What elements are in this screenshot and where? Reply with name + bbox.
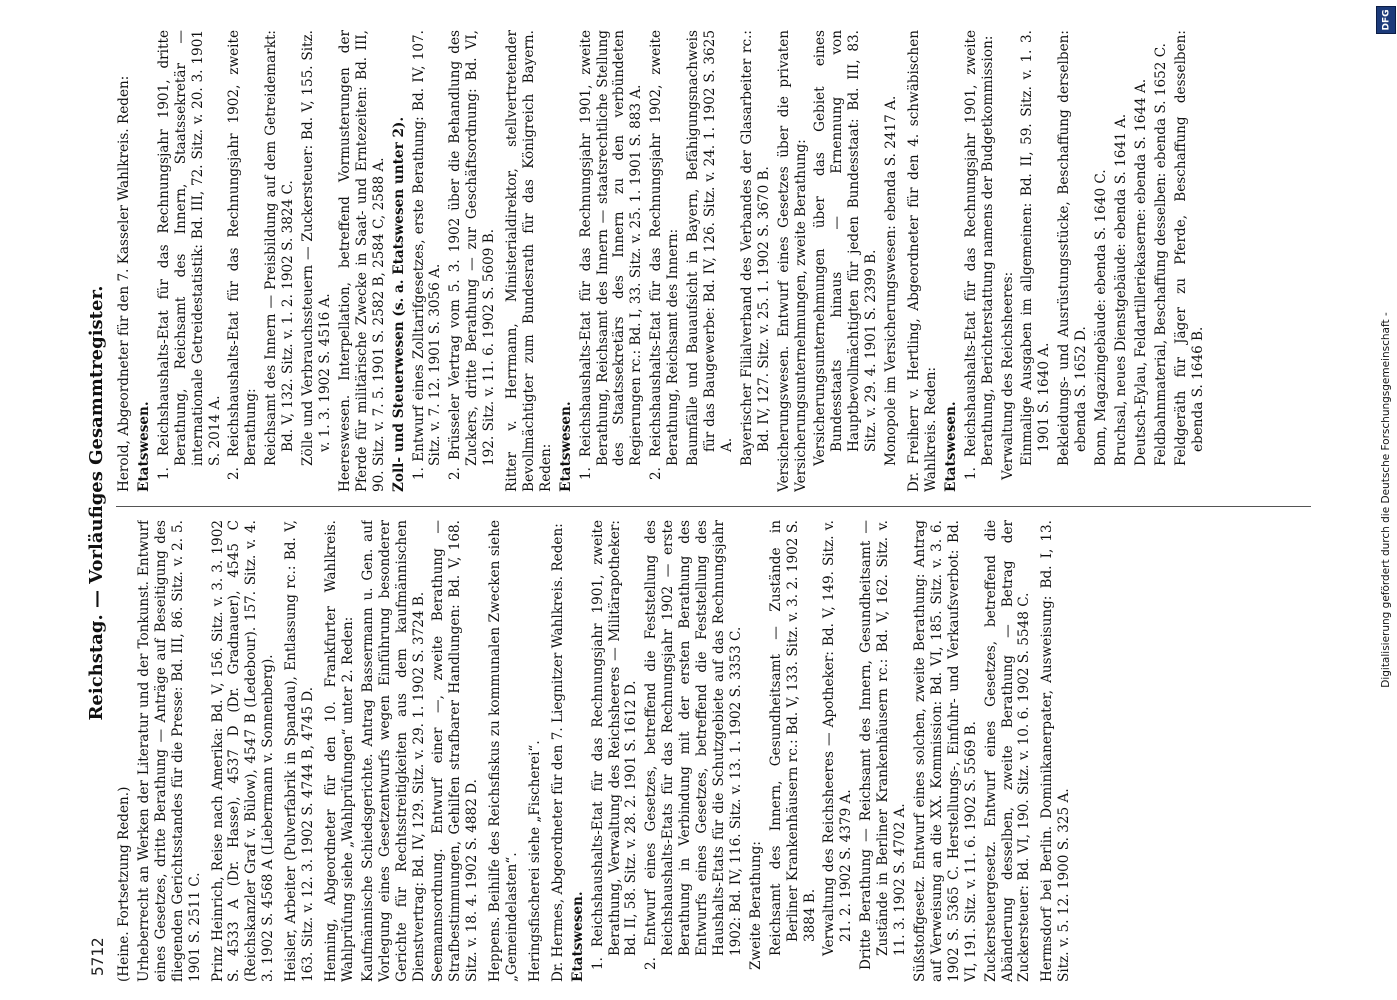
page-header: [84, 24, 114, 982]
list-item: Zweite Berathung:: [747, 841, 764, 970]
list-item: Dritte Berathung — Reichsamt des Innern, Gesundheitsamt — Zustände in Berliner Krankenhäusern rc.: Bd. V, 162. Sitz. v. 11. 3. 1902 S. 4702 A.: [858, 520, 909, 970]
column-divider: [116, 506, 1311, 507]
list-item: Einmalige Ausgaben im allgemeinen: Bd. II, 59. Sitz. v. 1. 3. 1901 S. 1640 A.: [1019, 30, 1053, 466]
list-item: Verwaltung des Reichsheeres — Apotheker: Bd. V, 149. Sitz. v. 21. 2. 1902 S. 4379 A.: [821, 520, 855, 956]
entry-herold: Herold, Abgeordneter für den 7. Kasseler Wahlkreis. Reden:: [116, 75, 132, 492]
list-item: Reichsamt des Innern — Preisbildung auf dem Getreidemarkt: Bd. V, 132. Sitz. v. 1. 2. 1902 S. 3824 C.: [263, 30, 297, 466]
list-item: 1. Reichshaushalts-Etat für das Rechnungsjahr 1901, zweite Berathung, Berichterstattung namens der Budgetkommission:: [962, 30, 996, 480]
entry-prinz-heinrich: Prinz Heinrich, Reise nach Amerika: Bd. V, 156. Sitz. v. 3. 3. 1902 S. 4533 A (Dr. Hasse), 4537 D (Dr. Gradnauer), 4545 C (Reichskanzler Graf v. Bülow), 4547 B (Ledebour). 157. Sitz. v. 4. 3. 1902 S. 4568 A (Liebermann v. Sonnenberg).: [209, 520, 277, 982]
list-item: 1. Reichshaushalts-Etat für das Rechnungsjahr 1901, zweite Berathung, Reichsamt des Innern — staatsrechtliche Stellung des Staatssekretärs des Innern zu den verbündeten Regierungen rc.: Bd. I, 33. Sitz. v. 25. 1. 1901 S. 883 A.: [577, 30, 645, 480]
entry-seemannsordnung: Seemannsordnung. Entwurf einer —, zweite Berathung — Strafbestimmungen, Gehilfen strafbarer Handlungen: Bd. V, 168. Sitz. v. 18. 4. 1902 S. 4882 D.: [430, 520, 481, 982]
subhead-etatswesen: Etatswesen.: [942, 401, 959, 492]
list-item: 2. Entwurf eines Gesetzes, betreffend die Feststellung des Reichshaushalts-Etats für das Rechnungsjahr 1902 — erste Berathung in Verbindung mit der ersten Berathung des Entwurfs eines Gesetzes, betreffend die Feststellung des Haushalts-Etats für die Schutzgebiete auf das Rechnungsjahr 1902: Bd. IV, 116. Sitz. v. 13. 1. 1902 S. 3353 C.: [643, 520, 744, 970]
entry-heisler: Heisler, Arbeiter (Pulverfabrik in Spandau), Entlassung rc.: Bd. V, 163. Sitz. v. 12. 3. 1902 S. 4744 B, 4745 D.: [283, 520, 317, 982]
entry-continuation: (Heine. Fortsetzung Reden.): [116, 786, 132, 982]
list-item: Reichsamt des Innern, Gesundheitsamt — Zustände in Berliner Krankenhäusern rc.: Bd. V, 133. Sitz. v. 3. 2. 1902 S. 3884 B.: [767, 520, 818, 956]
entry-heppens: Heppens. Beihilfe des Reichsfiskus zu kommunalen Zwecken siehe „Gemeindelasten“.: [487, 520, 521, 982]
entry-urheberrecht: Urheberrecht an Werken der Literatur und der Tonkunst. Entwurf eines Gesetzes, dritte Berathung — Anträge auf Beseitigung des fliegenden Gerichtsstandes für die Presse: Bd. III, 86. Sitz. v. 2. 5. 1901 S. 2511 C.: [135, 520, 203, 982]
subhead-zoll-und-steuerwesen: Zoll- und Steuerwesen (s. a. Etatswesen unter 2).: [390, 116, 407, 492]
right-column: [116, 30, 1311, 492]
entry-heereswesen: Heereswesen. Interpellation, betreffend Vormusterungen der Pferde für militärische Zwecke in Saat- und Erntezeiten: Bd. III, 90. Sitz. v. 7. 5. 1901 S. 2582 B, 2584 C, 2588 A.: [336, 30, 387, 492]
subhead-etatswesen: Etatswesen.: [557, 401, 574, 492]
entry-hermes: Dr. Hermes, Abgeordneter für den 7. Liegnitzer Wahlkreis. Reden:: [549, 523, 566, 982]
digitization-credit: Digitalisierung gefördert durch die Deutsche Forschungsgemeinschaft -: [1380, 312, 1392, 688]
entry-herrmann: Ritter v. Herrmann, Ministerialdirektor, stellvertretender Bevollmächtigter zum Bundesrath für das Königreich Bayern. Reden:: [504, 30, 554, 492]
list-item: Zölle und Verbrauchssteuern — Zuckersteuer: Bd. V, 155. Sitz. v. 1. 3. 1902 S. 4516 A.: [300, 30, 333, 466]
dfg-logo-text: DFG: [1381, 9, 1392, 31]
entry-hertling: Dr. Freiherr v. Hertling, Abgeordneter für den 4. schwäbischen Wahlkreis. Reden:: [905, 30, 939, 492]
list-item: 2. Reichshaushalts-Etat für das Rechnungsjahr 1902, zweite Berathung, Reichsamt des Innern:: [648, 30, 682, 480]
list-item: 2. Brüsseler Vertrag vom 5. 3. 1902 über die Behandlung des Zuckers, dritte Berathung — zur Geschäftsordnung: Bd. VI, 192. Sitz. v. 11. 6. 1902 S. 5609 B.: [447, 30, 498, 480]
entry-versicherungswesen: Versicherungswesen. Entwurf eines Gesetzes über die privaten Versicherungsunternehmungen, zweite Berathung:: [775, 30, 809, 492]
list-item: Verwaltung des Reichsheeres:: [999, 271, 1016, 480]
list-item: Bayerischer Filialverband des Verbandes der Glasarbeiter rc.: Bd. IV, 127. Sitz. v. 25. 1. 1902 S. 3670 B.: [738, 30, 772, 466]
list-item: 1. Reichshaushalts-Etat für das Rechnungsjahr 1901, zweite Berathung, Verwaltung des Reichsheeres — Militärapotheker: Bd. II, 58. Sitz. v. 28. 2. 1901 S. 1612 D.: [589, 520, 640, 970]
running-head: Reichstag. — Vorläufiges Gesammtregister.: [86, 285, 107, 721]
entry-suessstoffgesetz: Süßstoffgesetz. Entwurf eines solchen, zweite Berathung: Antrag auf Verweisung an die XX. Kommission: Bd. VI, 185. Sitz. v. 3. 6. 1902 S. 5365 C. Herstellungs-, Einfuhr- und Verkaufsverbot: Bd. VI, 191. Sitz. v. 11. 6. 1902 S. 5569 B.: [911, 520, 979, 982]
list-item: 2. Reichshaushalts-Etat für das Rechnungsjahr 1902, zweite Berathung:: [226, 30, 260, 480]
list-item: Bonn, Magazingebäude: ebenda S. 1640 C.: [1093, 169, 1110, 466]
entry-kaufmaennische-schiedsgerichte: Kaufmännische Schiedsgerichte. Antrag Bassermann u. Gen. auf Vorlegung eines Gesetzentwurfs wegen Einführung besonderer Gerichte für Rechtsstreitigkeiten aus dem kaufmännischen Dienstvertrag: Bd. IV, 129. Sitz. v. 29. 1. 1902 S. 3724 B.: [359, 520, 427, 982]
page-number: 5712: [88, 937, 107, 976]
list-item: Monopole im Versicherungswesen: ebenda S. 2417 A.: [883, 95, 900, 466]
subhead-etatswesen: Etatswesen.: [569, 891, 586, 982]
list-item: Feldgeräth für Jäger zu Pferde, Beschaffung desselben: ebenda S. 1646 B.: [1172, 30, 1206, 466]
list-item: Deutsch-Eylau, Feldartilleriekaserne: ebenda S. 1644 A.: [1132, 78, 1149, 466]
list-item: Bekleidungs- und Ausrüstungsstücke, Beschaffung derselben: ebenda S. 1652 D.: [1056, 30, 1090, 466]
left-column: [116, 520, 1311, 982]
entry-hermsdorf: Hermsdorf bei Berlin. Dominikanerpater, Ausweisung: Bd. I, 13. Sitz. v. 5. 12. 1900 S. 325 A.: [1039, 520, 1073, 982]
list-item: Bruchsal, neues Dienstgebäude: ebenda S. 1641 A.: [1112, 113, 1129, 466]
list-item: Baumfälle und Bauaufsicht in Bayern, Befähigungsnachweis für das Baugewerbe: Bd. IV, 126. Sitz. v. 24. 1. 1902 S. 3625 A.: [685, 30, 735, 466]
dfg-logo: [1376, 6, 1396, 34]
list-item: Versicherungsunternehmungen über das Gebiet eines Bundesstaats hinaus — Ernennung von Hauptbevollmächtigten für jeden Bundesstaat: Bd. III, 83. Sitz. v. 29. 4. 1901 S. 2399 B.: [812, 30, 880, 466]
list-item: 1. Entwurf eines Zolltarifgesetzes, erste Berathung: Bd. IV, 107. Sitz. v. 7. 12. 1901 S. 3056 A.: [410, 30, 444, 480]
list-item: 1. Reichshaushalts-Etat für das Rechnungsjahr 1901, dritte Berathung, Reichsamt des Innern, Staatssekretär — internationale Getreidestatistik: Bd. III, 72. Sitz. v. 20. 3. 1901 S. 2014 A.: [155, 30, 223, 480]
list-item: Feldbahnmaterial, Beschaffung desselben: ebenda S. 1652 C.: [1152, 42, 1169, 466]
entry-zuckersteuergesetz: Zuckersteuergesetz. Entwurf eines Gesetzes, betreffend die Abänderung desselben, zweite Berathung — Betrag der Zuckersteuer: Bd. VI, 190. Sitz. v. 10. 6. 1902 S. 5548 C.: [982, 520, 1033, 982]
entry-heringsfischerei: Heringsfischerei siehe „Fischerei“.: [526, 740, 543, 982]
subhead-etatswesen: Etatswesen.: [135, 401, 152, 492]
entry-henning: Henning, Abgeordneter für den 10. Frankfurter Wahlkreis. Wahlprüfung siehe „Wahlprüfungen“ unter 2. Reden:: [322, 520, 356, 982]
